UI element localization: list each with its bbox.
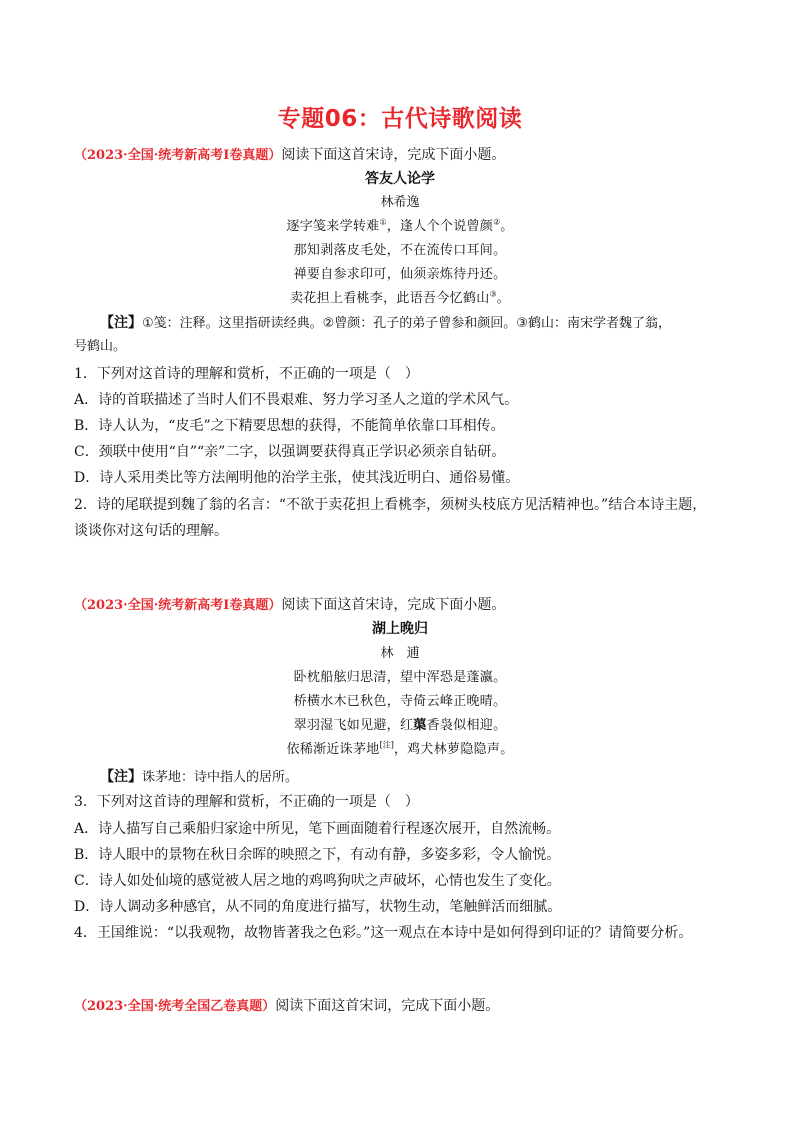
section2-source: （2023·全国·统考新高考Ⅰ卷真题） — [74, 598, 282, 613]
poem2-line-2: 桥横水木已秋色，寺倚云峰正晚晴。 — [293, 694, 507, 709]
poem2-line-3: 翠羽湿飞如见避，红蕖香袅似相迎。 — [293, 718, 507, 733]
q3-option-a: A．诗人描写自己乘船归家途中所见，笔下画面随着行程逐次展开，自然流畅。 — [74, 821, 561, 837]
poem2-line-4: 依稀渐近诛茅地[注]，鸡犬林萝隐隐声。 — [286, 740, 514, 757]
poem1-author: 林希逸 — [380, 195, 420, 210]
poem1-title-row — [0, 170, 800, 188]
poem2-note: 【注】诛茅地：诗中指人的居所。 — [100, 769, 299, 785]
poem1-author-row — [0, 193, 800, 212]
question-4: 4．王国维说：“以我观物，故物皆著我之色彩。”这一观点在本诗中是如何得到印证的？请简要分析。 — [74, 925, 693, 941]
section3-instruction: 阅读下面这首宋词，完成下面小题。 — [275, 998, 500, 1014]
question-3: 3．下列对这首诗的理解和赏析，不正确的一项是（ ） — [74, 794, 419, 810]
poem2-line-1: 卧枕船舷归思清，望中浑恐是蓬瀛。 — [293, 670, 507, 685]
q3-option-c: C．诗人如处仙境的感觉被人居之地的鸡鸣狗吠之声破坏，心情也发生了变化。 — [74, 873, 561, 889]
q3-option-d: D．诗人调动多种感官，从不同的角度进行描写，状物生动，笔触鲜活而细腻。 — [74, 899, 562, 915]
poem1-line-3: 禅要自参求印可，仙须亲炼待丹还。 — [293, 267, 507, 282]
poem1-line-1: 逐字笺来学转难①，逢人个个说曾颜②。 — [286, 217, 514, 234]
q1-option-c: C．颈联中使用“自”“亲”二字，以强调要获得真正学识必须亲自钻研。 — [74, 444, 506, 460]
poem2-author: 林 逋 — [380, 646, 420, 661]
poem2-title-row — [0, 620, 800, 638]
poem1-note-line2: 号鹤山。 — [74, 339, 127, 354]
poem2-title: 湖上晚归 — [372, 621, 428, 637]
q1-option-d: D．诗人采用类比等方法阐明他的治学主张，使其浅近明白、通俗易懂。 — [74, 470, 520, 486]
section2-instruction: 阅读下面这首宋诗，完成下面小题。 — [281, 597, 506, 613]
q1-option-b: B．诗人认为，“皮毛”之下精要思想的获得，不能简单依靠口耳相传。 — [74, 418, 505, 434]
section3-source: （2023·全国·统考全国乙卷真题） — [74, 999, 276, 1014]
poem2-author-row — [0, 644, 800, 663]
question-2-line1: 2．诗的尾联提到魏了翁的名言：“不欲于卖花担上看桃李，须树头枝底方见活精神也。”结合本诗主题， — [74, 497, 707, 513]
section2-header — [74, 596, 505, 615]
section1-source: （2023·全国·统考新高考Ⅰ卷真题） — [74, 148, 282, 163]
poem1-note-line1: 【注】①笺：注释。这里指研读经典。②曾颜：孔子的弟子曾参和颜回。③鹤山：南宋学者魏了翁， — [100, 315, 671, 331]
poem1-line-2: 那知剥落皮毛处，不在流传口耳间。 — [293, 243, 507, 258]
question-2-line2: 谈谈你对这句话的理解。 — [74, 523, 228, 539]
q3-option-b: B．诗人眼中的景物在秋日余晖的映照之下，有动有静，多姿多彩，令人愉悦。 — [74, 847, 561, 863]
page-title: 专题06：古代诗歌阅读 — [277, 106, 523, 132]
section1-instruction: 阅读下面这首宋诗，完成下面小题。 — [281, 147, 506, 163]
section3-header — [74, 997, 499, 1016]
poem1-title: 答友人论学 — [365, 171, 435, 187]
q1-option-a: A．诗的首联描述了当时人们不畏艰难、努力学习圣人之道的学术风气。 — [74, 392, 519, 408]
question-1: 1．下列对这首诗的理解和赏析，不正确的一项是（ ） — [74, 366, 419, 382]
section1-header — [74, 146, 505, 165]
poem1-line-4: 卖花担上看桃李，此语吾今忆鹤山③。 — [290, 289, 510, 306]
